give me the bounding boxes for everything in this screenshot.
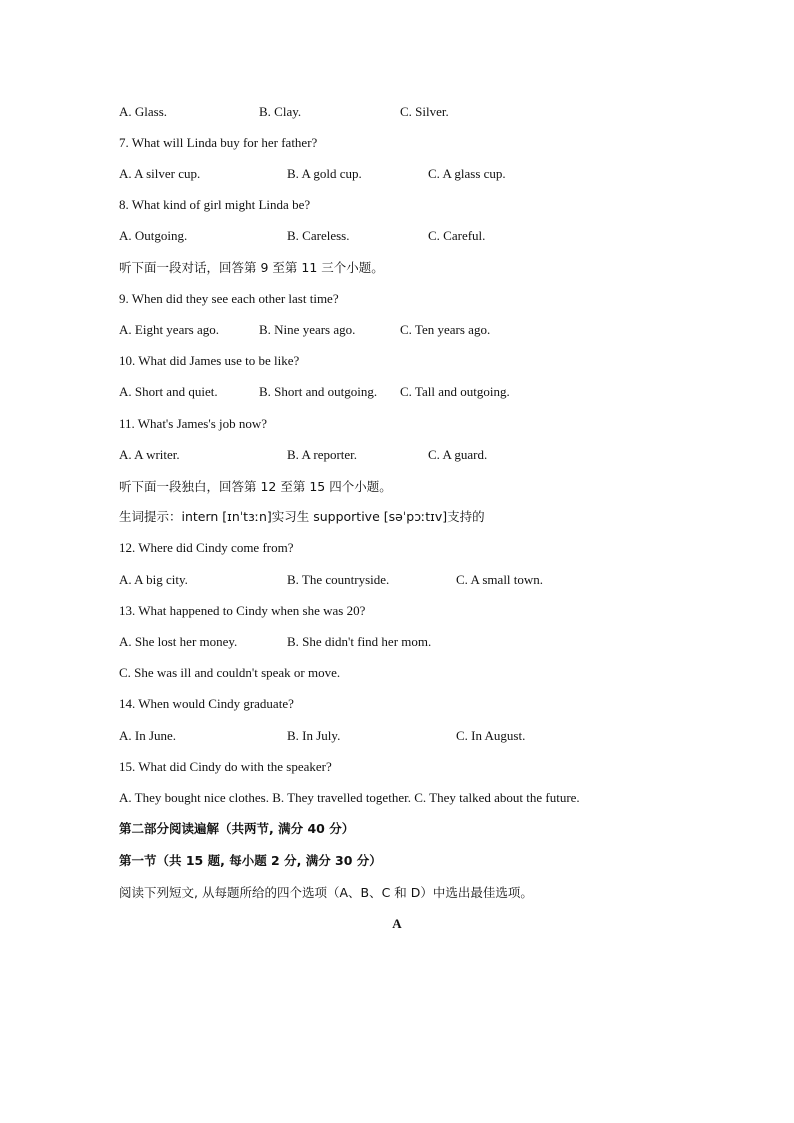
q12-option-b: B. The countryside. [287, 572, 390, 587]
q10-options [119, 384, 679, 400]
q13-option-a: A. She lost her money. [119, 634, 238, 649]
q11-option-a: A. A writer. [119, 447, 180, 462]
q8-option-a: A. Outgoing. [119, 228, 188, 243]
q9-options [119, 322, 679, 338]
section1-title: 第一节（共 15 题, 每小题 2 分, 满分 30 分） [119, 853, 382, 868]
q15-options: A. They bought nice clothes. B. They travelled together. C. They talked about the future. [119, 790, 580, 805]
q9-option-a: A. Eight years ago. [119, 322, 220, 337]
q15-question: 15. What did Cindy do with the speaker? [119, 759, 332, 774]
q14-option-c: C. In August. [456, 728, 526, 743]
instruction-12-15: 听下面一段独白，回答第 12 至第 15 四个小题。 [119, 479, 392, 494]
instruction-9-11: 听下面一段对话，回答第 9 至第 11 三个小题。 [119, 260, 384, 275]
q9-option-b: B. Nine years ago. [259, 322, 356, 337]
q8-options [119, 228, 679, 244]
q11-option-c: C. A guard. [428, 447, 488, 462]
q10-option-a: A. Short and quiet. [119, 384, 218, 399]
q12-options [119, 572, 679, 588]
q6-option-a: A. Glass. [119, 104, 168, 119]
q14-option-a: A. In June. [119, 728, 177, 743]
q7-options [119, 166, 679, 182]
q12-option-a: A. A big city. [119, 572, 188, 587]
q13-options-ab [119, 634, 679, 650]
q14-option-b: B. In July. [287, 728, 341, 743]
q12-option-c: C. A small town. [456, 572, 544, 587]
q14-question: 14. When would Cindy graduate? [119, 696, 294, 711]
reading-instruction: 阅读下列短文, 从每题所给的四个选项（A、B、C 和 D）中选出最佳选项。 [119, 885, 533, 900]
q11-options [119, 447, 679, 463]
q11-option-b: B. A reporter. [287, 447, 358, 462]
q8-option-b: B. Careless. [287, 228, 350, 243]
q8-question: 8. What kind of girl might Linda be? [119, 197, 311, 212]
q6-option-c: C. Silver. [400, 104, 449, 119]
q14-options [119, 728, 679, 744]
q8-option-c: C. Careful. [428, 228, 486, 243]
q10-option-b: B. Short and outgoing. [259, 384, 378, 399]
q12-question: 12. Where did Cindy come from? [119, 540, 294, 555]
q11-question: 11. What's James's job now? [119, 416, 268, 431]
q7-option-b: B. A gold cup. [287, 166, 362, 181]
part2-title: 第二部分阅读遍解（共两节, 满分 40 分） [119, 821, 355, 836]
q10-question: 10. What did James use to be like? [119, 353, 300, 368]
vocabulary-hint: 生词提示：intern [ɪnˈtɜːn]实习生 supportive [səˈpɔːtɪv]支持的 [119, 509, 485, 524]
q13-option-b: B. She didn't find her mom. [287, 634, 432, 649]
q9-option-c: C. Ten years ago. [400, 322, 491, 337]
q7-question: 7. What will Linda buy for her father? [119, 135, 318, 150]
q10-option-c: C. Tall and outgoing. [400, 384, 510, 399]
q7-option-c: C. A glass cup. [428, 166, 506, 181]
q9-question: 9. When did they see each other last time? [119, 291, 339, 306]
q6-options [119, 104, 679, 120]
passage-label: A [392, 916, 402, 931]
q6-option-b: B. Clay. [259, 104, 302, 119]
q7-option-a: A. A silver cup. [119, 166, 201, 181]
q13-option-c: C. She was ill and couldn't speak or move. [119, 665, 341, 680]
q13-question: 13. What happened to Cindy when she was 20? [119, 603, 366, 618]
